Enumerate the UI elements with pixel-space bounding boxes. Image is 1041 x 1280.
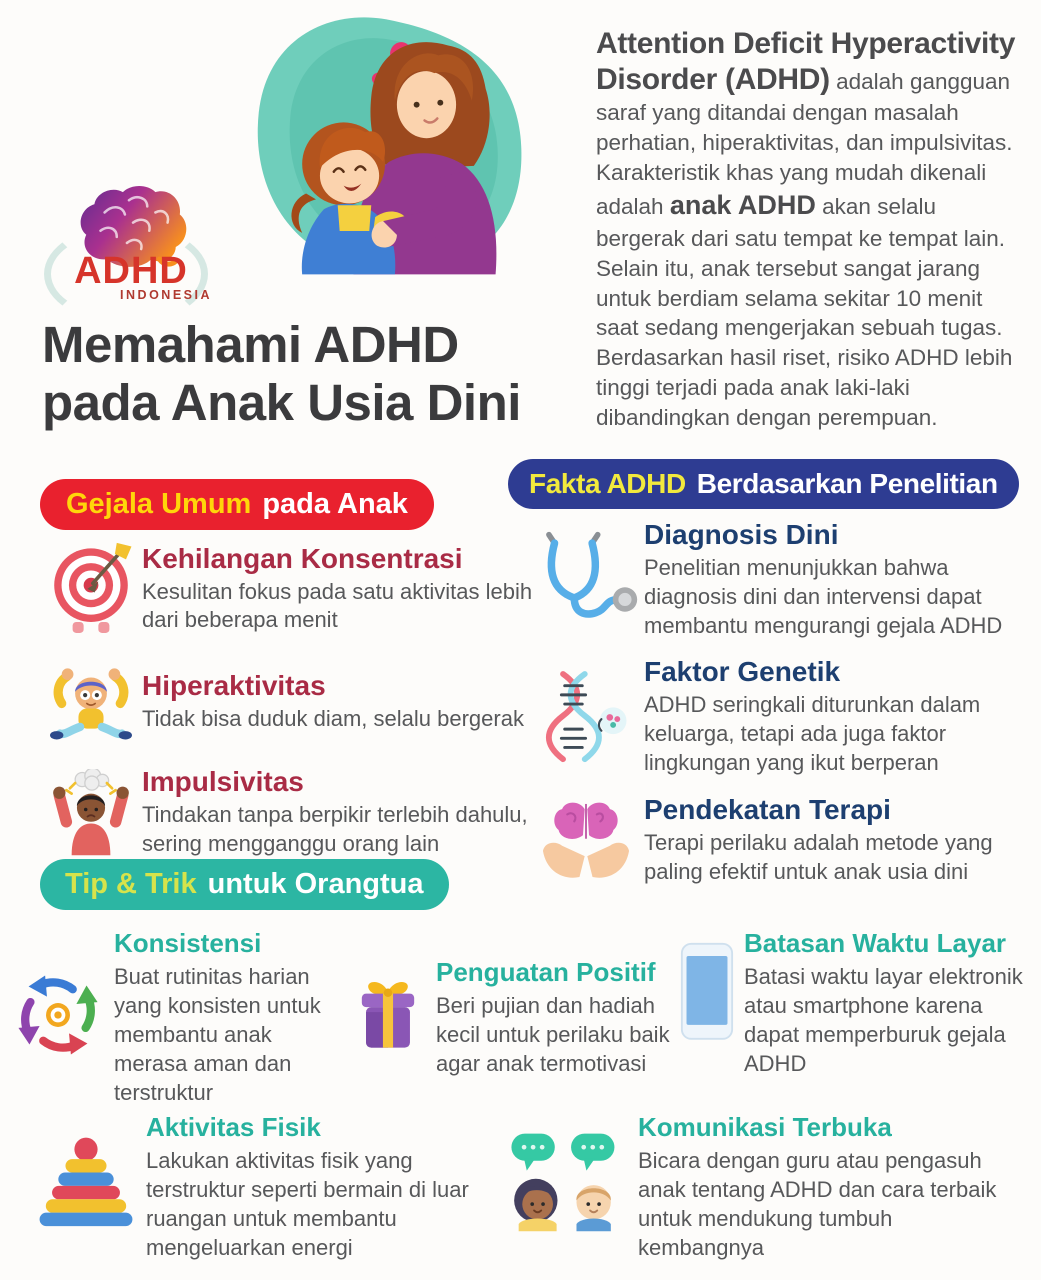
facts-section-badge <box>508 459 1019 509</box>
list-item <box>506 1112 1036 1262</box>
list-item <box>528 519 1041 640</box>
target-arrow-icon <box>40 541 142 637</box>
tip-description: Buat rutinitas harian yang konsisten untuk membantu anak merasa aman dan terstruktur <box>114 964 321 1106</box>
tip-description: Beri pujian dan hadiah kecil untuk perilaku baik agar anak termotivasi <box>436 993 670 1077</box>
jumping-child-icon <box>40 660 142 744</box>
list-item <box>40 541 540 637</box>
badge-highlight: Gejala Umum <box>66 488 252 520</box>
tip-title: Aktivitas Fisik <box>146 1112 321 1142</box>
symptom-title: Impulsivitas <box>142 766 304 798</box>
symptom-description: Tindakan tanpa berpikir terlebih dahulu, sering mengganggu orang lain <box>142 802 528 857</box>
brand-logo <box>42 186 220 314</box>
hands-holding-brain-icon <box>528 797 644 884</box>
tip-title: Penguatan Positif <box>436 957 656 988</box>
brand-name: ADHD <box>74 250 188 292</box>
fact-title: Pendekatan Terapi <box>644 793 891 825</box>
facts-list <box>528 519 1041 887</box>
badge-rest: untuk Orangtua <box>207 868 424 900</box>
fact-description: ADHD seringkali diturunkan dalam keluarga, tetapi ada juga faktor lingkungan yang ikut berperan <box>644 692 981 776</box>
intro-body-2: akan selalu bergerak dari satu tempat ke tempat lain. Selain itu, anak tersebut sangat jarang untuk berdiam selama sekitar 10 menit saat sedang mengerjakan sebuah tugas. Berdasarkan hasil riset, risiko ADHD lebih tinggi terjadi pada anak laki-laki dibandingkan dengan perempuan. <box>596 193 1013 431</box>
badge-rest: pada Anak <box>262 488 408 520</box>
mother-hugging-child-illustration <box>240 6 538 302</box>
tip-title: Konsistensi <box>114 928 262 958</box>
tip-description: Batasi waktu layar elektronik atau smartphone karena dapat memperburuk gejala ADHD <box>744 964 1023 1077</box>
talking-children-icon <box>506 1130 628 1243</box>
list-item <box>528 794 1041 887</box>
fact-title: Diagnosis Dini <box>644 519 839 550</box>
symptom-description: Tidak bisa duduk diam, selalu bergerak <box>142 705 524 731</box>
intro-body-1: adalah gangguan saraf yang ditandai dengan masalah perhatian, hiperaktivitas, dan impulsivitas. Karakteristik khas yang mudah dikenali adalah <box>596 69 1013 219</box>
fact-description: Penelitian menunjukkan bahwa diagnosis dini dan intervensi dapat membantu mengurangi gejala ADHD <box>644 555 1003 638</box>
symptoms-list <box>40 541 540 859</box>
page-title-line1: Memahami ADHD <box>42 316 459 373</box>
tips-row-1 <box>12 928 1034 1107</box>
fact-title: Faktor Genetik <box>644 656 841 688</box>
list-item <box>36 1112 506 1262</box>
fact-description: Terapi perilaku adalah metode yang paling efektif untuk anak usia dini <box>644 829 993 884</box>
tip-description: Lakukan aktivitas fisik yang terstruktur seperti bermain di luar ruangan untuk membantu mengeluarkan energi <box>146 1148 469 1261</box>
brand-subname: INDONESIA <box>120 288 212 302</box>
frustrated-child-icon <box>40 769 142 857</box>
list-item <box>680 928 1034 1107</box>
intro-emphasis: anak ADHD <box>669 189 816 220</box>
symptoms-section-badge <box>40 479 434 530</box>
list-item <box>40 660 540 744</box>
symptom-title: Kehilangan Konsentrasi <box>142 542 463 574</box>
dna-icon <box>528 669 644 765</box>
intro-heading: Attention Deficit Hyperactivity Disorder (ADHD) <box>596 27 1016 96</box>
badge-rest: Berdasarkan Penelitian <box>696 468 998 499</box>
tips-row-2 <box>36 1112 1036 1262</box>
tip-title: Batasan Waktu Layar <box>744 928 1007 958</box>
list-item <box>350 928 680 1107</box>
list-item <box>12 928 350 1107</box>
list-item <box>40 766 540 859</box>
stethoscope-icon <box>528 530 644 629</box>
tips-section-badge <box>40 859 449 910</box>
smartphone-icon <box>680 928 734 1046</box>
tip-description: Bicara dengan guru atau pengasuh anak tentang ADHD dan cara terbaik untuk mendukung tumbuh kembangnya <box>638 1148 997 1261</box>
tip-title: Komunikasi Terbuka <box>638 1112 892 1142</box>
symptom-title: Hiperaktivitas <box>142 669 326 701</box>
cycle-arrows-icon <box>12 969 104 1066</box>
gift-icon <box>350 975 426 1060</box>
list-item <box>528 656 1041 777</box>
page-title <box>42 316 521 432</box>
stacking-rings-toy-icon <box>36 1135 136 1240</box>
intro-paragraph <box>596 26 1030 433</box>
badge-highlight: Fakta ADHD <box>529 468 686 499</box>
page-title-line2: pada Anak Usia Dini <box>42 374 521 432</box>
symptom-description: Kesulitan fokus pada satu aktivitas lebih dari beberapa menit <box>142 578 533 633</box>
badge-highlight: Tip & Trik <box>65 868 197 900</box>
